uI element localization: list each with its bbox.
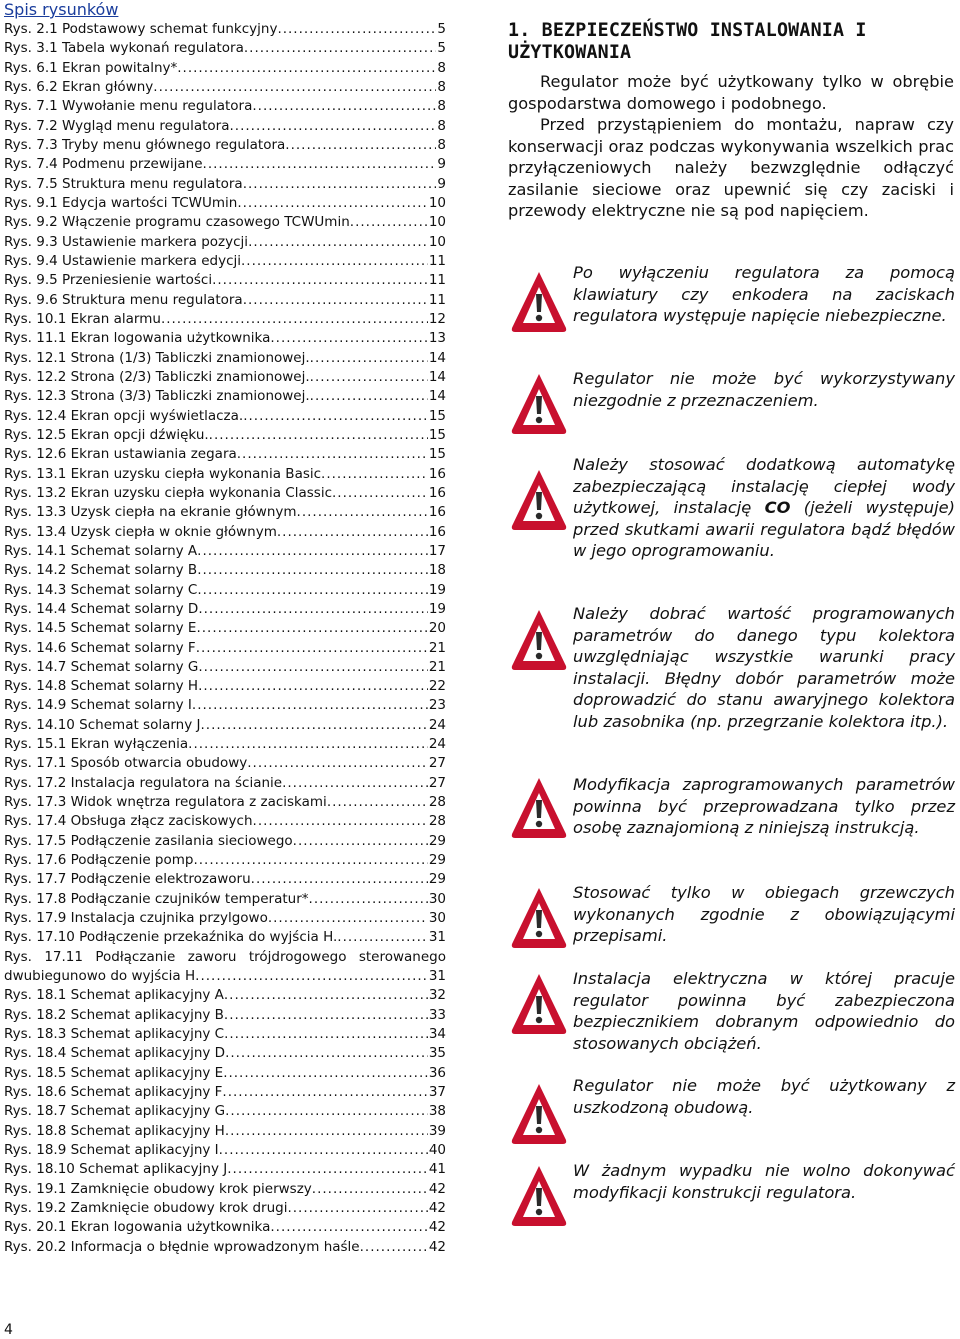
- figure-list-item-page: 28: [428, 794, 446, 811]
- figure-list-item-label: Rys. 14.6 Schemat solarny F: [4, 639, 196, 656]
- figure-list-item-page: 11: [428, 252, 446, 269]
- dot-leader: [244, 39, 437, 58]
- figure-list-item[interactable]: [4, 812, 446, 831]
- figure-list-item-page: 18: [428, 562, 446, 579]
- warning-icon: [508, 606, 570, 676]
- dot-leader: [197, 561, 428, 580]
- figure-list-item-page: 24: [428, 736, 446, 753]
- figure-list-item[interactable]: [4, 909, 446, 928]
- figure-list-item[interactable]: [4, 986, 446, 1005]
- dot-leader: [209, 426, 428, 445]
- figure-list-item[interactable]: [4, 523, 446, 542]
- dot-leader: [198, 677, 428, 696]
- figure-list-item-label: Rys. 20.1 Ekran logowania użytkownika: [4, 1219, 271, 1236]
- figure-list-item-label: Rys. 7.2 Wygląd menu regulatora: [4, 117, 230, 134]
- figure-list-item-page: 8: [437, 98, 446, 115]
- figure-list-item[interactable]: [4, 542, 446, 561]
- figure-list-item-page: 9: [437, 175, 446, 192]
- figure-list-item-label: Rys. 14.3 Schemat solarny C: [4, 581, 198, 598]
- warning-text: W żadnym wypadku nie wolno dokonywać modyfikacji konstrukcji regulatora.: [573, 1161, 955, 1202]
- section-title: [508, 20, 954, 64]
- figure-list-item-label: Rys. 17.5 Podłączenie zasilania sieciowego: [4, 832, 293, 849]
- figure-list-item[interactable]: [4, 465, 446, 484]
- dot-leader: [212, 271, 428, 290]
- dot-leader: [161, 310, 428, 329]
- dot-leader: [243, 175, 437, 194]
- dot-leader: [310, 349, 428, 368]
- figure-list-item-page: 39: [428, 1122, 446, 1139]
- figure-list-item-label: Rys. 17.1 Sposób otwarcia obudowy: [4, 755, 248, 772]
- figure-list-item[interactable]: [4, 581, 446, 600]
- figure-list-item-label: Rys. 9.2 Włączenie programu czasowego TCWUmin: [4, 214, 350, 231]
- figure-list-item-page: 31: [428, 929, 446, 946]
- page-number: 4: [4, 1322, 13, 1338]
- dot-leader: [350, 213, 428, 232]
- figure-list-item-page: 8: [437, 78, 446, 95]
- figure-list-item-label: Rys. 12.6 Ekran ustawiania zegara: [4, 446, 237, 463]
- figure-list-item[interactable]: [4, 484, 446, 503]
- figure-list-item[interactable]: [4, 59, 446, 78]
- dot-leader: [252, 97, 436, 116]
- figure-list-item-page: 31: [428, 968, 446, 985]
- dot-leader: [297, 503, 428, 522]
- figure-list-item-label: Rys. 14.1 Schemat solarny A: [4, 542, 198, 559]
- dot-leader: [193, 851, 427, 870]
- figure-list-item[interactable]: [4, 851, 446, 870]
- dot-leader: [293, 832, 428, 851]
- dot-leader: [243, 407, 428, 426]
- dot-leader: [177, 59, 436, 78]
- figure-list-item[interactable]: [4, 426, 446, 445]
- figure-list-item-label: Rys. 17.8 Podłączanie czujników temperatur*: [4, 890, 309, 907]
- dot-leader: [195, 967, 428, 986]
- figure-list-item-label: Rys. 14.9 Schemat solarny I: [4, 697, 192, 714]
- dot-leader: [224, 986, 428, 1005]
- figure-list-item-page: 19: [428, 581, 446, 598]
- figure-list-item-page: 36: [428, 1064, 446, 1081]
- figure-list-item[interactable]: [4, 20, 446, 39]
- figure-list-item-label: Rys. 9.5 Przeniesienie wartości: [4, 272, 213, 289]
- figure-list-item-page: 24: [428, 716, 446, 733]
- figure-list-item[interactable]: [4, 600, 446, 619]
- figure-list-item-page: 8: [437, 136, 446, 153]
- figure-list-item[interactable]: [4, 1064, 446, 1083]
- figure-list-item[interactable]: [4, 658, 446, 677]
- figure-list-item[interactable]: [4, 310, 446, 329]
- figure-list-item[interactable]: [4, 329, 446, 348]
- dot-leader: [247, 754, 428, 773]
- dot-leader: [337, 928, 428, 947]
- figure-list-item[interactable]: [4, 619, 446, 638]
- figure-list-item[interactable]: [4, 407, 446, 426]
- figure-list-item-page: 10: [428, 194, 446, 211]
- figure-list-item-page: 16: [428, 484, 446, 501]
- dot-leader: [309, 890, 428, 909]
- dot-leader: [224, 1006, 428, 1025]
- figure-list-item-page: 8: [437, 59, 446, 76]
- dot-leader: [203, 155, 437, 174]
- figure-list-item-label: Rys. 14.7 Schemat solarny G: [4, 658, 199, 675]
- dot-leader: [237, 194, 427, 213]
- dot-leader: [241, 252, 428, 271]
- figure-list-item-label: Rys. 17.3 Widok wnętrza regulatora z zaciskami: [4, 794, 327, 811]
- figure-list-item[interactable]: [4, 97, 446, 116]
- dot-leader: [225, 1102, 428, 1121]
- figure-list-item-page: 11: [428, 291, 446, 308]
- dot-leader: [198, 658, 427, 677]
- dot-leader: [277, 523, 428, 542]
- figure-list-item-page: 11: [428, 272, 446, 289]
- figure-list-item[interactable]: [4, 271, 446, 290]
- figure-list-item-label: Rys. 9.4 Ustawienie markera edycji: [4, 252, 242, 269]
- figure-list-item[interactable]: [4, 928, 446, 947]
- dot-leader: [282, 774, 428, 793]
- dot-leader: [219, 1141, 428, 1160]
- dot-leader: [321, 465, 428, 484]
- dot-leader: [196, 619, 427, 638]
- figure-list-item-label: Rys. 18.6 Schemat aplikacyjny F: [4, 1084, 223, 1101]
- figure-list-item-page: 5: [437, 21, 446, 37]
- dot-leader: [243, 291, 428, 310]
- figure-list-item[interactable]: [4, 1238, 446, 1257]
- figure-list-item-label: Rys. 17.7 Podłączenie elektrozaworu: [4, 871, 251, 888]
- figure-list-item-label: Rys. 10.1 Ekran alarmu: [4, 310, 161, 327]
- figure-list-item[interactable]: [4, 213, 446, 232]
- figure-list-item[interactable]: [4, 1122, 446, 1141]
- dot-leader: [268, 909, 428, 928]
- figure-list-item-label: Rys. 7.4 Podmenu przewijane: [4, 156, 203, 173]
- figure-list-item-page: 14: [428, 349, 446, 366]
- figure-list-item[interactable]: [4, 1199, 446, 1218]
- figure-list-item[interactable]: [4, 793, 446, 812]
- figure-list-item-label: Rys. 17.4 Obsługa złącz zaciskowych: [4, 813, 253, 830]
- figure-list-item-page: 42: [428, 1200, 446, 1217]
- figure-list-item-page: 35: [428, 1045, 446, 1062]
- figure-list-item[interactable]: [4, 117, 446, 136]
- warning-text: Stosować tylko w obiegach grzewczych wykonanych zgodnie z obowiązującymi przepisami.: [573, 883, 955, 945]
- figure-list-item[interactable]: [4, 194, 446, 213]
- figure-list-item[interactable]: [4, 1025, 446, 1044]
- figure-list-item[interactable]: [4, 774, 446, 793]
- figure-list-item-page: 22: [428, 678, 446, 695]
- figure-list-item-label: Rys. 18.1 Schemat aplikacyjny A: [4, 987, 224, 1004]
- figure-list-item-page: 19: [428, 600, 446, 617]
- dot-leader: [224, 1025, 428, 1044]
- figure-list-item-page: 41: [428, 1161, 446, 1178]
- figure-list-item-page: 9: [437, 156, 446, 173]
- figure-list-item-page: 37: [428, 1084, 446, 1101]
- figure-list-item-label: Rys. 7.3 Tryby menu głównego regulatora: [4, 136, 286, 153]
- dot-leader: [197, 581, 427, 600]
- warning-text-part: (jeżeli występuje) przed skutkami awarii regulatora bądź błędów w jego oprogramowaniu.: [573, 498, 955, 560]
- dot-leader: [222, 1083, 427, 1102]
- figure-list-item[interactable]: [4, 1141, 446, 1160]
- figure-list-item-label: Rys. 12.5 Ekran opcji dźwięku.: [4, 426, 209, 443]
- figure-list-item-label: Rys. 17.10 Podłączenie przekaźnika do wyjścia H.: [4, 929, 338, 946]
- figure-list-item-page: 5: [437, 40, 446, 57]
- warning-icon: [508, 370, 570, 440]
- safety-section: [508, 20, 954, 222]
- figure-list-item[interactable]: [4, 639, 446, 658]
- figure-list-item-label: Rys. 14.2 Schemat solarny B: [4, 562, 198, 579]
- figure-list-item-label: Rys. 14.8 Schemat solarny H: [4, 678, 199, 695]
- figure-list-item-label: Rys. 12.4 Ekran opcji wyświetlacza.: [4, 407, 244, 424]
- figure-list-item-label: Rys. 12.1 Strona (1/3) Tabliczki znamionowej.: [4, 349, 310, 366]
- figure-list-item[interactable]: [4, 1218, 446, 1237]
- dot-leader: [201, 716, 428, 735]
- figure-list-item-label: Rys. 9.6 Struktura menu regulatora: [4, 291, 243, 308]
- figure-list-item-label: Rys. 2.1 Podstawowy schemat funkcyjny: [4, 21, 278, 37]
- figure-list-item-page: 30: [428, 910, 446, 927]
- figure-list-item-label: Rys. 19.2 Zamknięcie obudowy krok drugi: [4, 1200, 288, 1217]
- figure-list-item-page: 27: [428, 774, 446, 791]
- warning-text: Regulator nie może być wykorzystywany niezgodnie z przeznaczeniem.: [573, 369, 955, 410]
- figure-list-item[interactable]: [4, 78, 446, 97]
- figure-list-item-label: Rys. 13.3 Uzysk ciepła na ekranie głównym: [4, 504, 297, 521]
- dot-leader: [196, 639, 428, 658]
- dot-leader: [327, 793, 428, 812]
- figure-list-item-label: Rys. 18.2 Schemat aplikacyjny B: [4, 1006, 224, 1023]
- figure-list-item-label: Rys. 13.4 Uzysk ciepła w oknie głównym: [4, 523, 277, 540]
- warning-icon: [508, 466, 570, 536]
- warning-text: Po wyłączeniu regulatora za pomocą klawiatury czy enkodera na zaciskach regulatora występuje napięcie niebezpieczne.: [573, 263, 955, 325]
- dot-leader: [287, 1199, 427, 1218]
- figure-list-item-page: 38: [428, 1103, 446, 1120]
- dot-leader: [277, 20, 436, 39]
- dot-leader: [251, 870, 428, 889]
- figure-list-item-page: 29: [428, 852, 446, 869]
- figure-list-item-label: Rys. 6.1 Ekran powitalny*: [4, 59, 178, 76]
- figure-list-item-label: Rys. 18.7 Schemat aplikacyjny G: [4, 1103, 226, 1120]
- figure-list-item-label: Rys. 20.2 Informacja o błędnie wprowadzonym haśle: [4, 1238, 360, 1255]
- dot-leader: [360, 1238, 428, 1257]
- figure-list-item[interactable]: [4, 368, 446, 387]
- figure-list-item[interactable]: [4, 1180, 446, 1199]
- warning-text: Regulator nie może być użytkowany z uszkodzoną obudową.: [573, 1076, 955, 1117]
- figure-list-item-page: 29: [428, 832, 446, 849]
- figure-list-item-label: Rys. 13.1 Ekran uzysku ciepła wykonania Basic: [4, 465, 322, 482]
- figure-list-item[interactable]: [4, 754, 446, 773]
- figure-list-item-page: 15: [428, 446, 446, 463]
- warning-icon: [508, 884, 570, 954]
- figure-list-item[interactable]: [4, 832, 446, 851]
- figure-list-item[interactable]: [4, 233, 446, 252]
- dot-leader: [198, 600, 427, 619]
- dot-leader: [153, 78, 436, 97]
- figure-list-item-page: 8: [437, 117, 446, 134]
- warning-text-emphasis: CO: [764, 498, 791, 517]
- figure-list-item-page: 16: [428, 465, 446, 482]
- figure-list-item-label-continued: dwubiegunowo do wyjścia H: [4, 968, 196, 985]
- figure-list-entries: [4, 20, 446, 1257]
- figure-list-item-page: 20: [428, 620, 446, 637]
- dot-leader: [230, 117, 437, 136]
- figure-list-item[interactable]: [4, 948, 446, 987]
- figure-list-title[interactable]: Spis rysunków: [4, 0, 119, 19]
- figure-list-item-page: 30: [428, 890, 446, 907]
- figure-list-item-page: 10: [428, 214, 446, 231]
- dot-leader: [223, 1064, 428, 1083]
- figure-list-item-label: Rys. 9.3 Ustawienie markera pozycji: [4, 233, 249, 250]
- figure-list-item-page: 27: [428, 755, 446, 772]
- figure-list-item-label: Rys. 17.11 Podłączanie zaworu trójdrogowego sterowanego: [4, 948, 446, 965]
- figure-list-item[interactable]: [4, 39, 446, 58]
- figure-list-item[interactable]: [4, 175, 446, 194]
- figure-list-item-page: 14: [428, 388, 446, 405]
- figure-list-item-page: 15: [428, 426, 446, 443]
- figure-list-item-label: Rys. 6.2 Ekran główny: [4, 78, 154, 95]
- warning-icon: [508, 268, 570, 338]
- figure-list-item-label: Rys. 14.10 Schemat solarny J: [4, 716, 201, 733]
- figure-list-item-label: Rys. 18.4 Schemat aplikacyjny D: [4, 1045, 226, 1062]
- dot-leader: [270, 329, 427, 348]
- dot-leader: [225, 1044, 428, 1063]
- figure-list-item-page: 32: [428, 987, 446, 1004]
- figure-list-item-page: 28: [428, 813, 446, 830]
- figure-list-item-page: 17: [428, 542, 446, 559]
- figure-list-item[interactable]: [4, 291, 446, 310]
- figure-list-item-page: 21: [428, 639, 446, 656]
- figure-list-item[interactable]: [4, 561, 446, 580]
- figure-list-item[interactable]: [4, 870, 446, 889]
- figure-list-item[interactable]: [4, 349, 446, 368]
- figure-list-item-label: Rys. 11.1 Ekran logowania użytkownika: [4, 330, 271, 347]
- dot-leader: [248, 233, 428, 252]
- figure-list-item-label: Rys. 12.3 Strona (3/3) Tabliczki znamionowej.: [4, 388, 310, 405]
- figure-list-item[interactable]: [4, 735, 446, 754]
- figure-list-item-label: Rys. 18.8 Schemat aplikacyjny H: [4, 1122, 225, 1139]
- figure-list-item-page: 10: [428, 233, 446, 250]
- dot-leader: [237, 445, 428, 464]
- section-title-line1: 1. BEZPIECZEŃSTWO INSTALOWANIA I: [508, 20, 867, 41]
- figure-list-item[interactable]: [4, 445, 446, 464]
- dot-leader: [225, 1122, 428, 1141]
- figure-list-item-page: 34: [428, 1026, 446, 1043]
- figure-list-item-label: Rys. 7.5 Struktura menu regulatora: [4, 175, 243, 192]
- figure-list-item-label: Rys. 13.2 Ekran uzysku ciepła wykonania Classic: [4, 484, 332, 501]
- figure-list-item-page: 15: [428, 407, 446, 424]
- figure-list-item[interactable]: [4, 1160, 446, 1179]
- figure-list-item[interactable]: [4, 387, 446, 406]
- figure-list-item[interactable]: [4, 677, 446, 696]
- intro-paragraph-1: Regulator może być użytkowany tylko w obrębie gospodarstwa domowego i podobnego.: [508, 72, 954, 113]
- dot-leader: [285, 136, 436, 155]
- intro-paragraph-2: Przed przystąpieniem do montażu, napraw czy konserwacji oraz podczas wykonywania wszelkich prac przyłączeniowych należy bezwzględnie odłączyć zasilanie sieciowe oraz upewnić się czy zaciski i przewody elektryczne nie są pod napięciem.: [508, 115, 954, 220]
- figure-list-item-page: 21: [428, 658, 446, 675]
- figure-list-item[interactable]: [4, 890, 446, 909]
- figure-list-item-label: Rys. 17.9 Instalacja czujnika przylgowo: [4, 910, 268, 927]
- warning-text: Instalacja elektryczna w której pracuje regulator powinna być zabezpieczona bezpiecznikiem dobranym odpowiednio do stosowanych obciążeń.: [573, 969, 955, 1053]
- figure-list-item-label: Rys. 18.9 Schemat aplikacyjny I: [4, 1142, 219, 1159]
- dot-leader: [197, 542, 428, 561]
- figure-list-item-label: Rys. 19.1 Zamknięcie obudowy krok pierwszy: [4, 1180, 312, 1197]
- figure-list-item[interactable]: [4, 716, 446, 735]
- figure-list-item-label: Rys. 7.1 Wywołanie menu regulatora: [4, 98, 253, 115]
- warning-text-part: Należy stosować dodatkową automatykę zabezpieczającą instalację ciepłej wody użytkowej, instalację: [573, 455, 955, 517]
- figure-list-item-page: 16: [428, 504, 446, 521]
- figure-list-item[interactable]: [4, 1006, 446, 1025]
- figure-list-item-label: Rys. 18.10 Schemat aplikacyjny J: [4, 1161, 228, 1178]
- figure-list-item-page: 14: [428, 368, 446, 385]
- figure-list-item-label: Rys. 9.1 Edycja wartości TCWUmin: [4, 194, 238, 211]
- dot-leader: [227, 1160, 428, 1179]
- figure-list-item[interactable]: [4, 1083, 446, 1102]
- figure-list-item-label: Rys. 3.1 Tabela wykonań regulatora: [4, 40, 244, 57]
- figure-list-item-label: Rys. 17.2 Instalacja regulatora na ścianie: [4, 774, 283, 791]
- dot-leader: [312, 1180, 428, 1199]
- figure-list-item-page: 42: [428, 1219, 446, 1236]
- figure-list-item-label: Rys. 14.4 Schemat solarny D: [4, 600, 199, 617]
- figure-list-item[interactable]: [4, 136, 446, 155]
- figure-list-item-label: Rys. 15.1 Ekran wyłączenia: [4, 736, 189, 753]
- dot-leader: [192, 696, 428, 715]
- warning-text: Modyfikacja zaprogramowanych parametrów powinna być przeprowadzana tylko przez osobę zaznajomioną z niniejszą instrukcją.: [573, 775, 955, 837]
- warning-icon: [508, 1162, 570, 1232]
- figure-list-item-page: 33: [428, 1006, 446, 1023]
- figure-list-item-label: Rys. 14.5 Schemat solarny E: [4, 620, 197, 637]
- figure-list-item-page: 29: [428, 871, 446, 888]
- dot-leader: [310, 368, 428, 387]
- figure-list-item-page: 12: [428, 310, 446, 327]
- figure-list-item-page: 13: [428, 330, 446, 347]
- figure-list-item-page: 40: [428, 1142, 446, 1159]
- warning-text: [573, 454, 955, 562]
- figure-list-item-page: 23: [428, 697, 446, 714]
- dot-leader: [253, 812, 428, 831]
- figure-list-item[interactable]: [4, 696, 446, 715]
- figure-list-item[interactable]: [4, 1044, 446, 1063]
- figure-list-item-label: Rys. 17.6 Podłączenie pomp: [4, 852, 194, 869]
- figure-list-item[interactable]: [4, 1102, 446, 1121]
- dot-leader: [270, 1218, 427, 1237]
- warning-icon: [508, 1080, 570, 1150]
- figure-list: [4, 0, 446, 1257]
- dot-leader: [310, 387, 428, 406]
- warning-icon: [508, 774, 570, 844]
- figure-list-item[interactable]: [4, 503, 446, 522]
- figure-list-item-page: 42: [428, 1238, 446, 1255]
- figure-list-item[interactable]: [4, 252, 446, 271]
- dot-leader: [332, 484, 428, 503]
- dot-leader: [188, 735, 428, 754]
- figure-list-item-label: Rys. 18.5 Schemat aplikacyjny E: [4, 1064, 224, 1081]
- figure-list-item-label: Rys. 18.3 Schemat aplikacyjny C: [4, 1026, 225, 1043]
- warning-text: Należy dobrać wartość programowanych parametrów do danego typu kolektora uwzględniając wszystkie warunki pracy instalacji. Błędny dobór parametrów może doprowadzić do stanu awaryjnego kolektora lub zasobnika (np. przegrzanie kolektora itp.).: [573, 604, 955, 731]
- figure-list-item-page: 16: [428, 523, 446, 540]
- figure-list-item-page: 42: [428, 1180, 446, 1197]
- warning-icon: [508, 970, 570, 1040]
- figure-list-item[interactable]: [4, 155, 446, 174]
- figure-list-item-label: Rys. 12.2 Strona (2/3) Tabliczki znamionowej.: [4, 368, 310, 385]
- section-title-line2: UŻYTKOWANIA: [508, 42, 632, 63]
